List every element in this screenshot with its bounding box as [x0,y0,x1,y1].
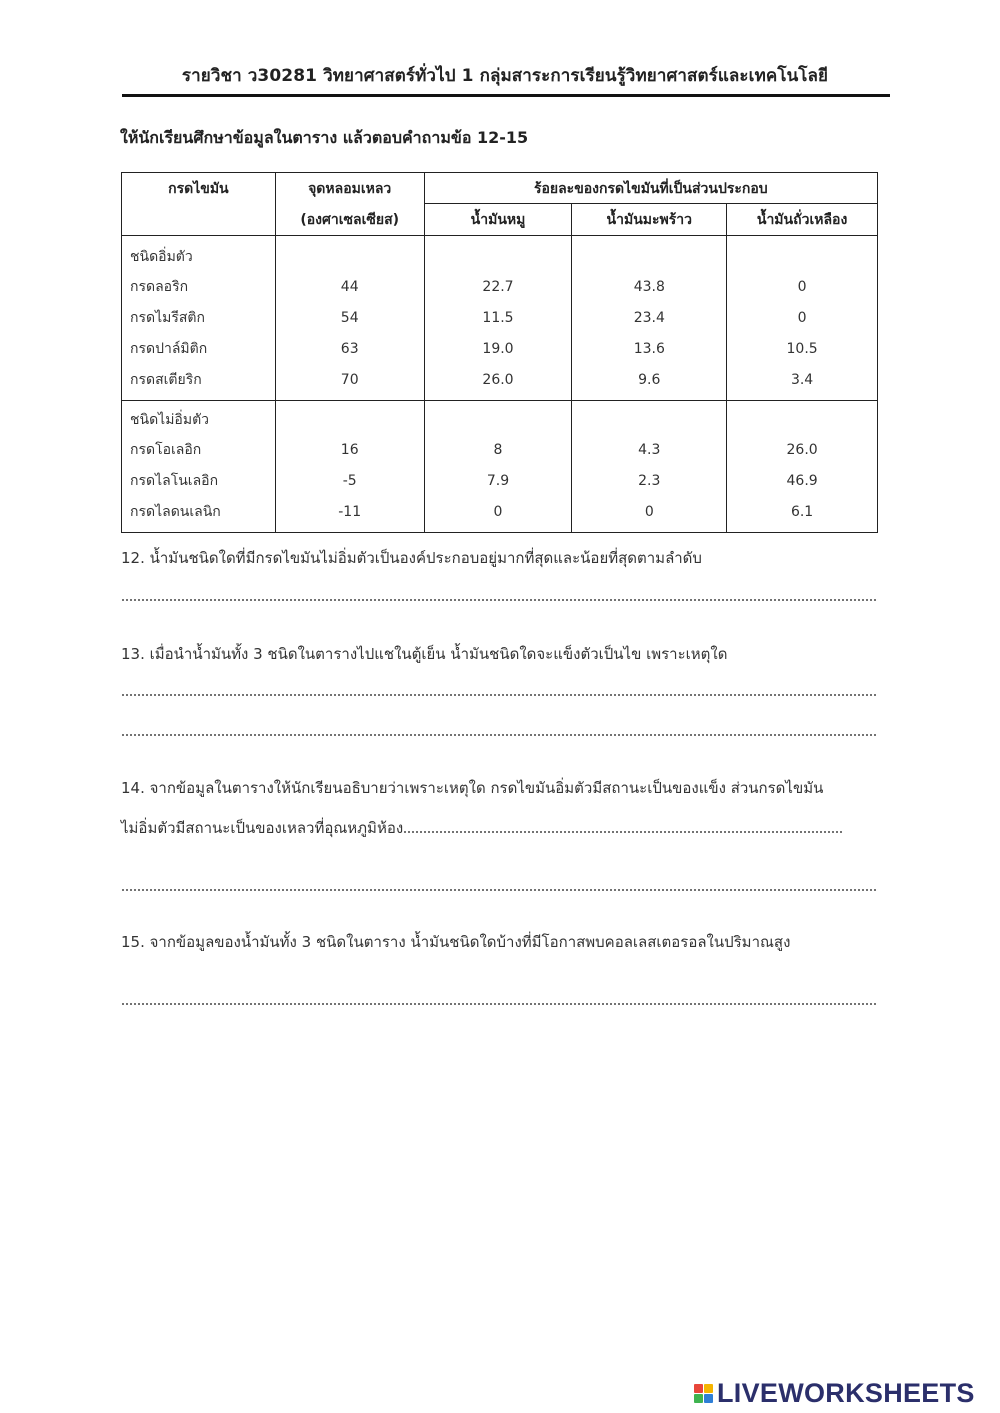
melting-point-value: 44 [340,279,359,295]
logo-tile-i [704,1384,713,1393]
unsaturated-coconut-values [572,401,727,533]
header-soybean-oil: น้ำมันถั่วเหลือง [727,204,878,236]
answer-inline-14[interactable] [403,831,843,833]
coconut-value: 0 [644,504,654,520]
header-pork-oil: น้ำมันหมู [424,204,572,236]
logo-tile-e [704,1394,713,1403]
pork-value: 26.0 [482,372,514,388]
saturated-group-label: ชนิดอิ่มตัว [130,249,193,265]
soy-value: 26.0 [786,442,818,458]
header-divider [122,94,890,97]
question-14-text [121,768,881,848]
pork-value: 22.7 [482,279,514,295]
saturated-pork-values [424,236,572,401]
saturated-coconut-values [572,236,727,401]
soy-value: 0 [797,310,807,326]
melting-point-value: 70 [340,372,359,388]
header-melting-point: จุดหลอมเหลว [275,173,424,204]
answer-line-13b[interactable] [121,734,878,736]
soy-value: 46.9 [786,473,818,489]
coconut-value: 43.8 [633,279,665,295]
pork-value: 0 [493,504,503,520]
fatty-acid-name: กรดสเตียริก [130,372,202,388]
instruction-text: ให้นักเรียนศึกษาข้อมูลในตาราง แล้วตอบคำถามข้อ 12-15 [120,128,529,147]
pork-value: 7.9 [486,473,510,489]
coconut-value: 13.6 [633,341,665,357]
logo-tile-v [694,1394,703,1403]
melting-point-value: 54 [340,310,359,326]
answer-line-12[interactable] [121,599,878,601]
logo-mark-icon [694,1384,713,1403]
saturated-melting-points [275,236,424,401]
fatty-acid-name: กรดลอริก [130,279,189,295]
question-14-line2 [121,808,881,848]
saturated-soy-values [727,236,878,401]
question-13-text: 13. เมื่อนำน้ำมันทั้ง 3 ชนิดในตารางไปแชในตู้เย็น น้ำมันชนิดใดจะแข็งตัวเป็นไข เพราะเหตุใด [121,645,728,663]
liveworksheets-logo [694,1378,975,1408]
coconut-value: 9.6 [638,372,661,388]
logo-tile-l [694,1384,703,1393]
fatty-acid-name: กรดไลดนเลนิก [130,504,221,520]
saturated-group-names [122,236,276,401]
answer-line-15[interactable] [121,1003,878,1005]
logo-text: LIVEWORKSHEETS [717,1377,975,1408]
unsaturated-melting-points [275,401,424,533]
pork-value: 19.0 [482,341,514,357]
header-percent-composition: ร้อยละของกรดไขมันที่เป็นส่วนประกอบ [424,173,877,204]
unsaturated-soy-values [727,401,878,533]
soy-value: 6.1 [790,504,814,520]
unsaturated-group-names [122,401,276,533]
coconut-value: 2.3 [638,473,661,489]
header-coconut-oil: น้ำมันมะพร้าว [572,204,727,236]
soy-value: 10.5 [786,341,818,357]
coconut-value: 4.3 [638,442,661,458]
question-14-line1: 14. จากข้อมูลในตารางให้นักเรียนอธิบายว่าเพราะเหตุใด กรดไขมันอิ่มตัวมีสถานะเป็นของแข็ง ส่วนกรดไขมัน [121,779,824,797]
unsaturated-group-label: ชนิดไม่อิ่มตัว [130,412,210,428]
soy-value: 0 [797,279,807,295]
header-fatty-acid: กรดไขมัน [122,173,276,236]
unsaturated-pork-values [424,401,572,533]
melting-point-value: 16 [340,442,359,458]
pork-value: 8 [493,442,503,458]
question-15-text: 15. จากข้อมูลของน้ำมันทั้ง 3 ชนิดในตาราง น้ำมันชนิดใดบ้างที่มีโอกาสพบคอลเลสเตอรอลในปริมาณสูง [121,933,791,951]
fatty-acid-name: กรดไลโนเลอิก [130,473,219,489]
fatty-acid-name: กรดไมรีสติก [130,310,205,326]
fatty-acid-table [121,172,878,533]
coconut-value: 23.4 [633,310,665,326]
question-14-line2-text: ไม่อิ่มตัวมีสถานะเป็นของเหลวที่อุณหภูมิห้อง [121,819,404,837]
answer-line-14[interactable] [121,889,878,891]
melting-point-value: -5 [342,473,357,489]
fatty-acid-name: กรดโอเลอิก [130,442,202,458]
answer-line-13a[interactable] [121,694,878,696]
pork-value: 11.5 [482,310,514,326]
header-melting-unit: (องศาเซลเซียส) [275,204,424,236]
question-12-text: 12. น้ำมันชนิดใดที่มีกรดไขมันไม่อิ่มตัวเป็นองค์ประกอบอยู่มากที่สุดและน้อยที่สุดตามลำดับ [121,549,702,567]
page-header-title: รายวิชา ว30281 วิทยาศาสตร์ทั่วไป 1 กลุ่มสาระการเรียนรู้วิทยาศาสตร์และเทคโนโลยี [181,66,829,86]
melting-point-value: 63 [340,341,359,357]
melting-point-value: -11 [338,504,362,520]
fatty-acid-name: กรดปาล์มิติก [130,341,208,357]
soy-value: 3.4 [790,372,814,388]
